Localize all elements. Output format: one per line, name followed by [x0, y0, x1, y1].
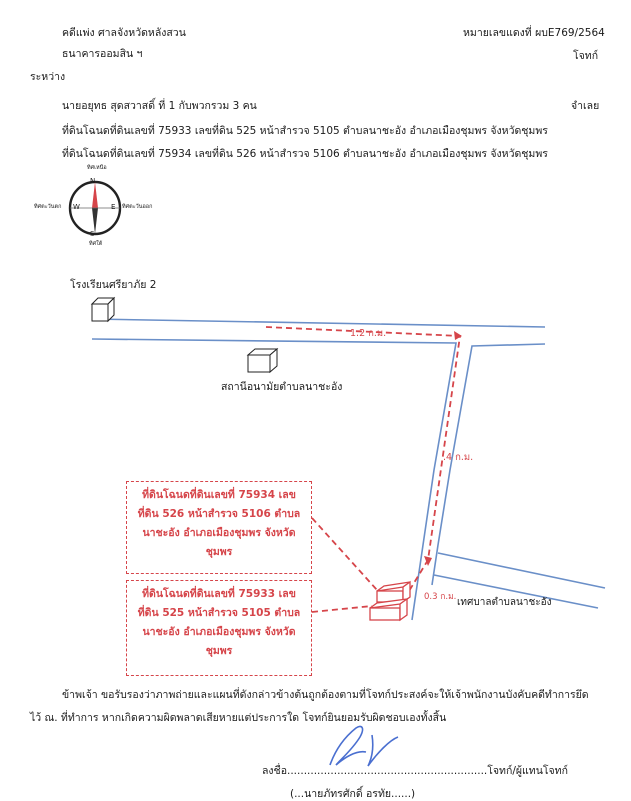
plaintiff-role: โจทก์	[573, 50, 599, 62]
west-label: ทิศตะวันตก	[34, 204, 62, 210]
distance-label-3: 0.3 ก.ม.	[424, 592, 457, 602]
between-label: ระหว่าง	[30, 71, 66, 83]
compass-n: N	[90, 177, 96, 185]
municipality-label: เทศบาลตำบลนาชะอัง	[457, 597, 552, 608]
compass-e: E	[111, 203, 116, 211]
distance-label-1: 1.2 ก.ม.	[350, 328, 387, 339]
plaintiff-name: ธนาคารออมสิน ฯ	[62, 48, 143, 60]
distance-label-2: .4 ก.ม.	[443, 452, 474, 463]
south-label: ทิศใต้	[89, 241, 103, 247]
statement-line-1: ข้าพเจ้า ขอรับรองว่าภาพถ่ายและแผนที่ดังกล่าวข้างต้นถูกต้องตามที่โจทก์ประสงค์จะให้เจ้าพนักงานบังคับคดีทำการยึด	[62, 689, 589, 701]
signature-line	[262, 764, 568, 778]
compass-w: W	[73, 203, 80, 211]
signer-name: (...นายภัทรศักดิ์ อรทัย......)	[290, 788, 416, 800]
defendant-name: นายอยุทธ สุดสวาสดิ์ ที่ 1 กับพวกรวม 3 คน	[62, 100, 257, 112]
case-type: คดีแพ่ง ศาลจังหวัดหลังสวน	[62, 27, 186, 39]
health-center-label: สถานีอนามัยตำบลนาชะอัง	[221, 381, 343, 393]
school-label: โรงเรียนศรียาภัย 2	[70, 279, 157, 291]
parcel-1-callout: ที่ดินโฉนดที่ดินเลขที่ 75934 เลขที่ดิน 526 หน้าสำรวจ 5106 ตำบลนาชะอัง อำเภอเมืองชุมพร จังหวัดชุมพร	[126, 481, 312, 574]
sign-suffix: โจทก์/ผู้แทนโจทก์	[487, 765, 568, 777]
land-title-1: ที่ดินโฉนดที่ดินเลขที่ 75933 เลขที่ดิน 525 หน้าสำรวจ 5105 ตำบลนาชะอัง อำเภอเมืองชุมพร จังหวัดชุมพร	[62, 125, 548, 137]
statement-line-2: ไว้ ณ. ที่ทำการ หากเกิดความผิดพลาดเสียหายแต่ประการใด โจทก์ยินยอมรับผิดชอบเองทั้งสิ้น	[30, 712, 447, 724]
land-title-2: ที่ดินโฉนดที่ดินเลขที่ 75934 เลขที่ดิน 526 หน้าสำรวจ 5106 ตำบลนาชะอัง อำเภอเมืองชุมพร จังหวัดชุมพร	[62, 148, 548, 160]
east-label: ทิศตะวันออก	[122, 204, 153, 210]
case-number: หมายเลขแดงที่ ผบE769/2564	[463, 27, 605, 39]
north-label: ทิศเหนือ	[87, 165, 107, 171]
sign-dots: ............................................................	[287, 765, 488, 777]
parcel-2-callout: ที่ดินโฉนดที่ดินเลขที่ 75933 เลขที่ดิน 525 หน้าสำรวจ 5105 ตำบลนาชะอัง อำเภอเมืองชุมพร จังหวัดชุมพร	[126, 580, 312, 676]
sign-prefix: ลงชื่อ	[262, 765, 287, 777]
defendant-role: จำเลย	[571, 100, 600, 112]
compass-s: S	[90, 230, 95, 238]
